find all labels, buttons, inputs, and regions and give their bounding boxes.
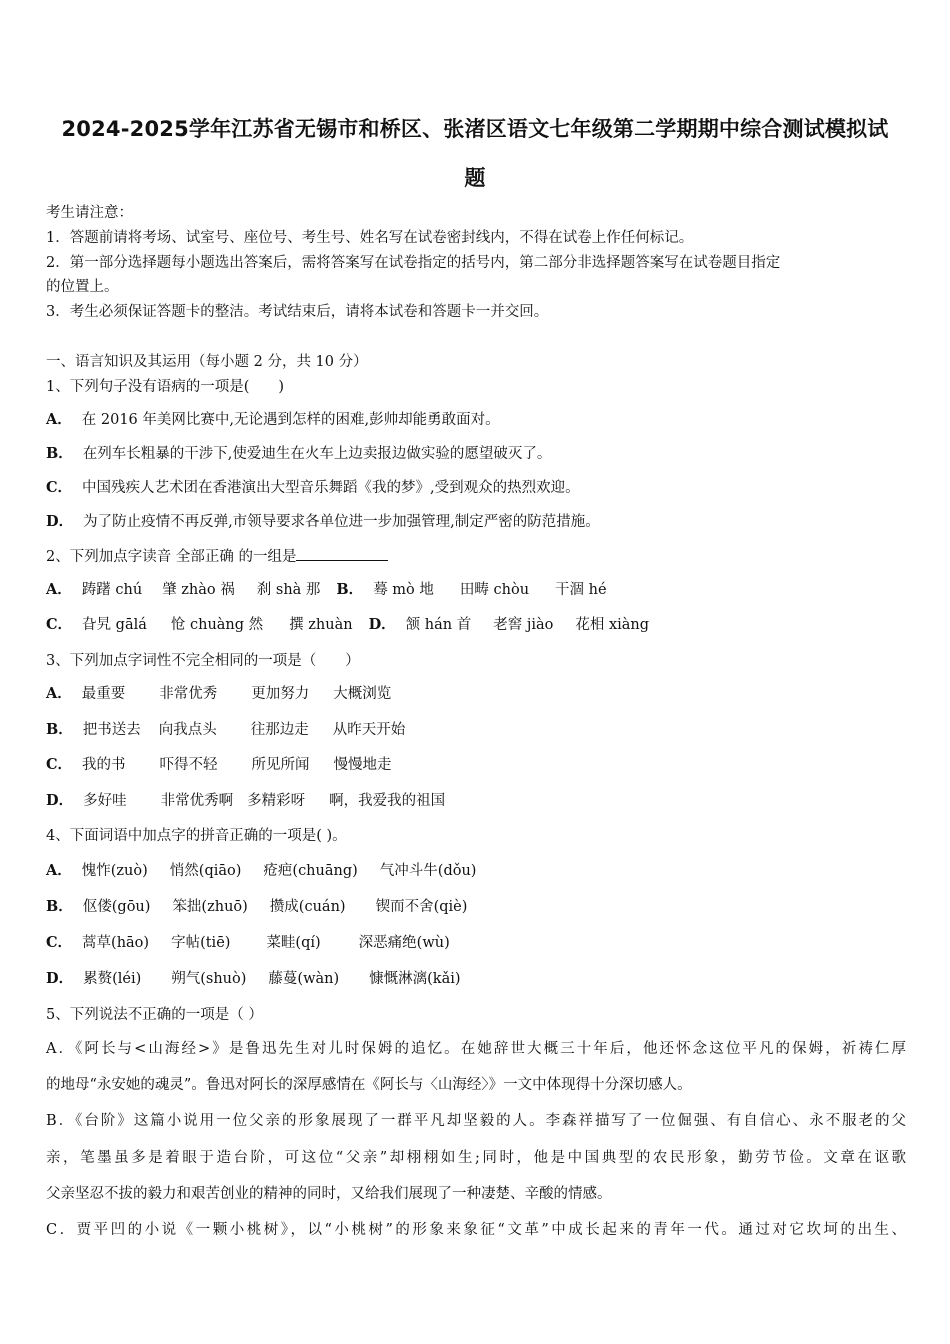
q2-b-item-3: 干涸 hé bbox=[555, 582, 607, 598]
q4-d-4: 慷慨淋漓(kǎi) bbox=[369, 971, 461, 987]
q5-option-b-line-1: B．《台阶》这篇小说用一位父亲的形象展现了一群平凡却坚毅的人。李森祥描写了一位倔强、有自信心、永不服老的父 bbox=[46, 1113, 906, 1129]
q4-a-1: 愧怍(zuò) bbox=[81, 863, 148, 879]
q4-b-1: 伛偻(gōu) bbox=[82, 899, 151, 915]
page-title: 2024-2025学年江苏省无锡市和桥区、张渚区语文七年级第二学期期中综合测试模拟试 bbox=[61, 117, 889, 141]
q2-label-c: C． bbox=[46, 616, 73, 633]
q2-b-item-2: 田畴 chòu bbox=[459, 582, 530, 598]
question-4-stem: 4、下面词语中加点字的拼音正确的一项是( )。 bbox=[46, 828, 347, 844]
q3-d-1: 多好哇 bbox=[83, 793, 127, 809]
q4-option-d: D． 累赘(léi) 朔气(shuò) 藤蔓(wàn) 慷慨淋漓(kǎi) bbox=[46, 970, 461, 987]
q1-option-c: C． 中国残疾人艺术团在香港演出大型音乐舞蹈《我的梦》,受到观众的热烈欢迎。 bbox=[46, 479, 580, 496]
question-3-stem: 3、下列加点字词性不完全相同的一项是（ ） bbox=[46, 653, 360, 669]
q3-b-1: 把书送去 bbox=[82, 722, 141, 738]
q3-c-2: 吓得不轻 bbox=[159, 757, 218, 773]
q1-option-a: A． 在 2016 年美网比赛中,无论遇到怎样的困难,彭帅却能勇敢面对。 bbox=[46, 411, 500, 428]
notice-item-3: 3．考生必须保证答题卡的整洁。考试结束后，请将本试卷和答题卡一并交回。 bbox=[46, 304, 549, 320]
q1-option-d-text: 为了防止疫情不再反弹,市领导要求各单位进一步加强管理,制定严密的防范措施。 bbox=[83, 514, 600, 530]
answer-blank bbox=[296, 546, 388, 561]
q4-b-4: 锲而不舍(qiè) bbox=[375, 899, 468, 915]
q2-label-a: A． bbox=[46, 581, 72, 598]
q2-c-item-3: 撰 zhuàn bbox=[289, 617, 353, 633]
q3-b-4: 从昨天开始 bbox=[332, 722, 406, 738]
q2-options-row-1 bbox=[46, 580, 607, 600]
q5-option-a-line-1: A．《阿长与<山海经>》是鲁迅先生对儿时保姆的追忆。在她辞世大概三十年后，他还怀念这位平凡的保姆，祈祷仁厚 bbox=[46, 1041, 906, 1057]
q4-c-4: 深恶痛绝(wù) bbox=[358, 935, 450, 951]
notice-header: 考生请注意： bbox=[46, 205, 133, 221]
q3-c-1: 我的书 bbox=[82, 757, 126, 773]
q2-a-item-1: 踌躇 chú bbox=[81, 582, 143, 598]
q4-d-1: 累赘(léi) bbox=[83, 971, 142, 987]
q2-b-item-1: 蓦 mò 地 bbox=[373, 582, 434, 598]
q2-stem-text: 2、下列加点字读音 全部正确 的一组是 bbox=[46, 549, 297, 565]
q1-option-b-text: 在列车长粗暴的干涉下,使爱迪生在火车上边卖报边做实验的愿望破灭了。 bbox=[82, 446, 552, 462]
q4-option-c: C． 蒿草(hāo) 字帖(tiē) 菜畦(qí) 深恶痛绝(wù) bbox=[46, 934, 450, 951]
q3-option-b: B． 把书送去 向我点头 往那边走 从昨天开始 bbox=[46, 721, 406, 738]
q2-d-item-1: 颔 hán 首 bbox=[405, 617, 472, 633]
q2-options-row-2 bbox=[46, 615, 649, 635]
section-heading: 一、语言知识及其运用（每小题 2 分，共 10 分） bbox=[46, 354, 368, 370]
q3-a-3: 更加努力 bbox=[251, 686, 310, 702]
q2-d-item-2: 老窖 jiào bbox=[493, 617, 554, 633]
q2-label-d: D． bbox=[368, 616, 396, 633]
page-title-continued: 题 bbox=[464, 166, 486, 190]
q1-option-d: D． 为了防止疫情不再反弹,市领导要求各单位进一步加强管理,制定严密的防范措施。 bbox=[46, 513, 600, 530]
q5-option-a-line-2: 的地母“永安她的魂灵”。鲁迅对阿长的深厚感情在《阿长与〈山海经〉》一文中体现得十分深切感人。 bbox=[46, 1077, 692, 1093]
q5-option-b-line-2: 亲，笔墨虽多是着眼于造台阶，可这位“父亲”却栩栩如生;同时，他是中国典型的农民形象，勤劳节俭。文章在讴歌 bbox=[46, 1150, 906, 1166]
q3-a-2: 非常优秀 bbox=[159, 686, 218, 702]
q3-a-4: 大概浏览 bbox=[333, 686, 392, 702]
q4-c-2: 字帖(tiē) bbox=[171, 935, 231, 951]
q4-c-1: 蒿草(hāo) bbox=[82, 935, 150, 951]
q5-option-c-line-1: C．贾平凹的小说《一颗小桃树》，以“小桃树”的形象来象征“文革”中成长起来的青年一代。通过对它坎坷的出生、 bbox=[46, 1222, 906, 1238]
q4-b-2: 笨拙(zhuō) bbox=[172, 899, 248, 915]
q3-b-3: 往那边走 bbox=[250, 722, 309, 738]
q2-c-item-1: 旮旯 gālá bbox=[82, 617, 147, 633]
q4-c-3: 菜畦(qí) bbox=[266, 935, 321, 951]
q2-a-item-3: 刹 shà 那 bbox=[256, 582, 321, 598]
q4-a-2: 悄然(qiāo) bbox=[169, 863, 242, 879]
notice-item-2-continued: 的位置上。 bbox=[46, 279, 119, 295]
q3-option-d: D． 多好哇 非常优秀啊 多精彩呀 啊，我爱我的祖国 bbox=[46, 792, 446, 809]
q3-d-3: 多精彩呀 bbox=[247, 793, 306, 809]
q1-option-b: B． 在列车长粗暴的干涉下,使爱迪生在火车上边卖报边做实验的愿望破灭了。 bbox=[46, 445, 552, 462]
q1-option-c-text: 中国残疾人艺术团在香港演出大型音乐舞蹈《我的梦》,受到观众的热烈欢迎。 bbox=[82, 480, 580, 496]
q3-d-2: 非常优秀啊 bbox=[160, 793, 234, 809]
q2-a-item-2: 肇 zhào 祸 bbox=[162, 582, 235, 598]
q4-option-a: A． 愧怍(zuò) 悄然(qiāo) 疮疤(chuāng) 气冲斗牛(dǒu) bbox=[46, 862, 477, 879]
notice-item-1: 1．答题前请将考场、试室号、座位号、考生号、姓名写在试卷密封线内，不得在试卷上作任何标记。 bbox=[46, 230, 694, 246]
q2-d-item-3: 花相 xiàng bbox=[575, 617, 650, 633]
notice-item-2: 2．第一部分选择题每小题选出答案后，需将答案写在试卷指定的括号内，第二部分非选择题答案写在试卷题目指定 bbox=[46, 255, 781, 271]
q4-d-3: 藤蔓(wàn) bbox=[268, 971, 340, 987]
q3-b-2: 向我点头 bbox=[158, 722, 217, 738]
q4-b-3: 攒成(cuán) bbox=[269, 899, 346, 915]
question-1-stem: 1、下列句子没有语病的一项是( ) bbox=[46, 379, 285, 395]
q4-a-3: 疮疤(chuāng) bbox=[263, 863, 358, 879]
q4-d-2: 朔气(shuò) bbox=[171, 971, 247, 987]
q1-option-a-text: 在 2016 年美网比赛中,无论遇到怎样的困难,彭帅却能勇敢面对。 bbox=[81, 412, 500, 428]
q3-c-3: 所见所闻 bbox=[251, 757, 310, 773]
question-2-stem bbox=[46, 546, 388, 567]
q4-a-4: 气冲斗牛(dǒu) bbox=[379, 863, 477, 879]
q3-option-a: A． 最重要 非常优秀 更加努力 大概浏览 bbox=[46, 685, 392, 702]
q3-d-4: 啊，我爱我的祖国 bbox=[329, 793, 446, 809]
q4-option-b: B． 伛偻(gōu) 笨拙(zhuō) 攒成(cuán) 锲而不舍(qiè) bbox=[46, 898, 468, 915]
q3-a-1: 最重要 bbox=[81, 686, 126, 702]
q5-option-b-line-3: 父亲坚忍不拔的毅力和艰苦创业的精神的同时，又给我们展现了一种凄楚、辛酸的情感。 bbox=[46, 1186, 612, 1202]
q3-c-4: 慢慢地走 bbox=[333, 757, 392, 773]
q3-option-c: C． 我的书 吓得不轻 所见所闻 慢慢地走 bbox=[46, 756, 392, 773]
q2-label-b: B． bbox=[336, 581, 364, 598]
question-5-stem: 5、下列说法不正确的一项是（ ） bbox=[46, 1007, 263, 1023]
q2-c-item-2: 怆 chuàng 然 bbox=[170, 617, 264, 633]
